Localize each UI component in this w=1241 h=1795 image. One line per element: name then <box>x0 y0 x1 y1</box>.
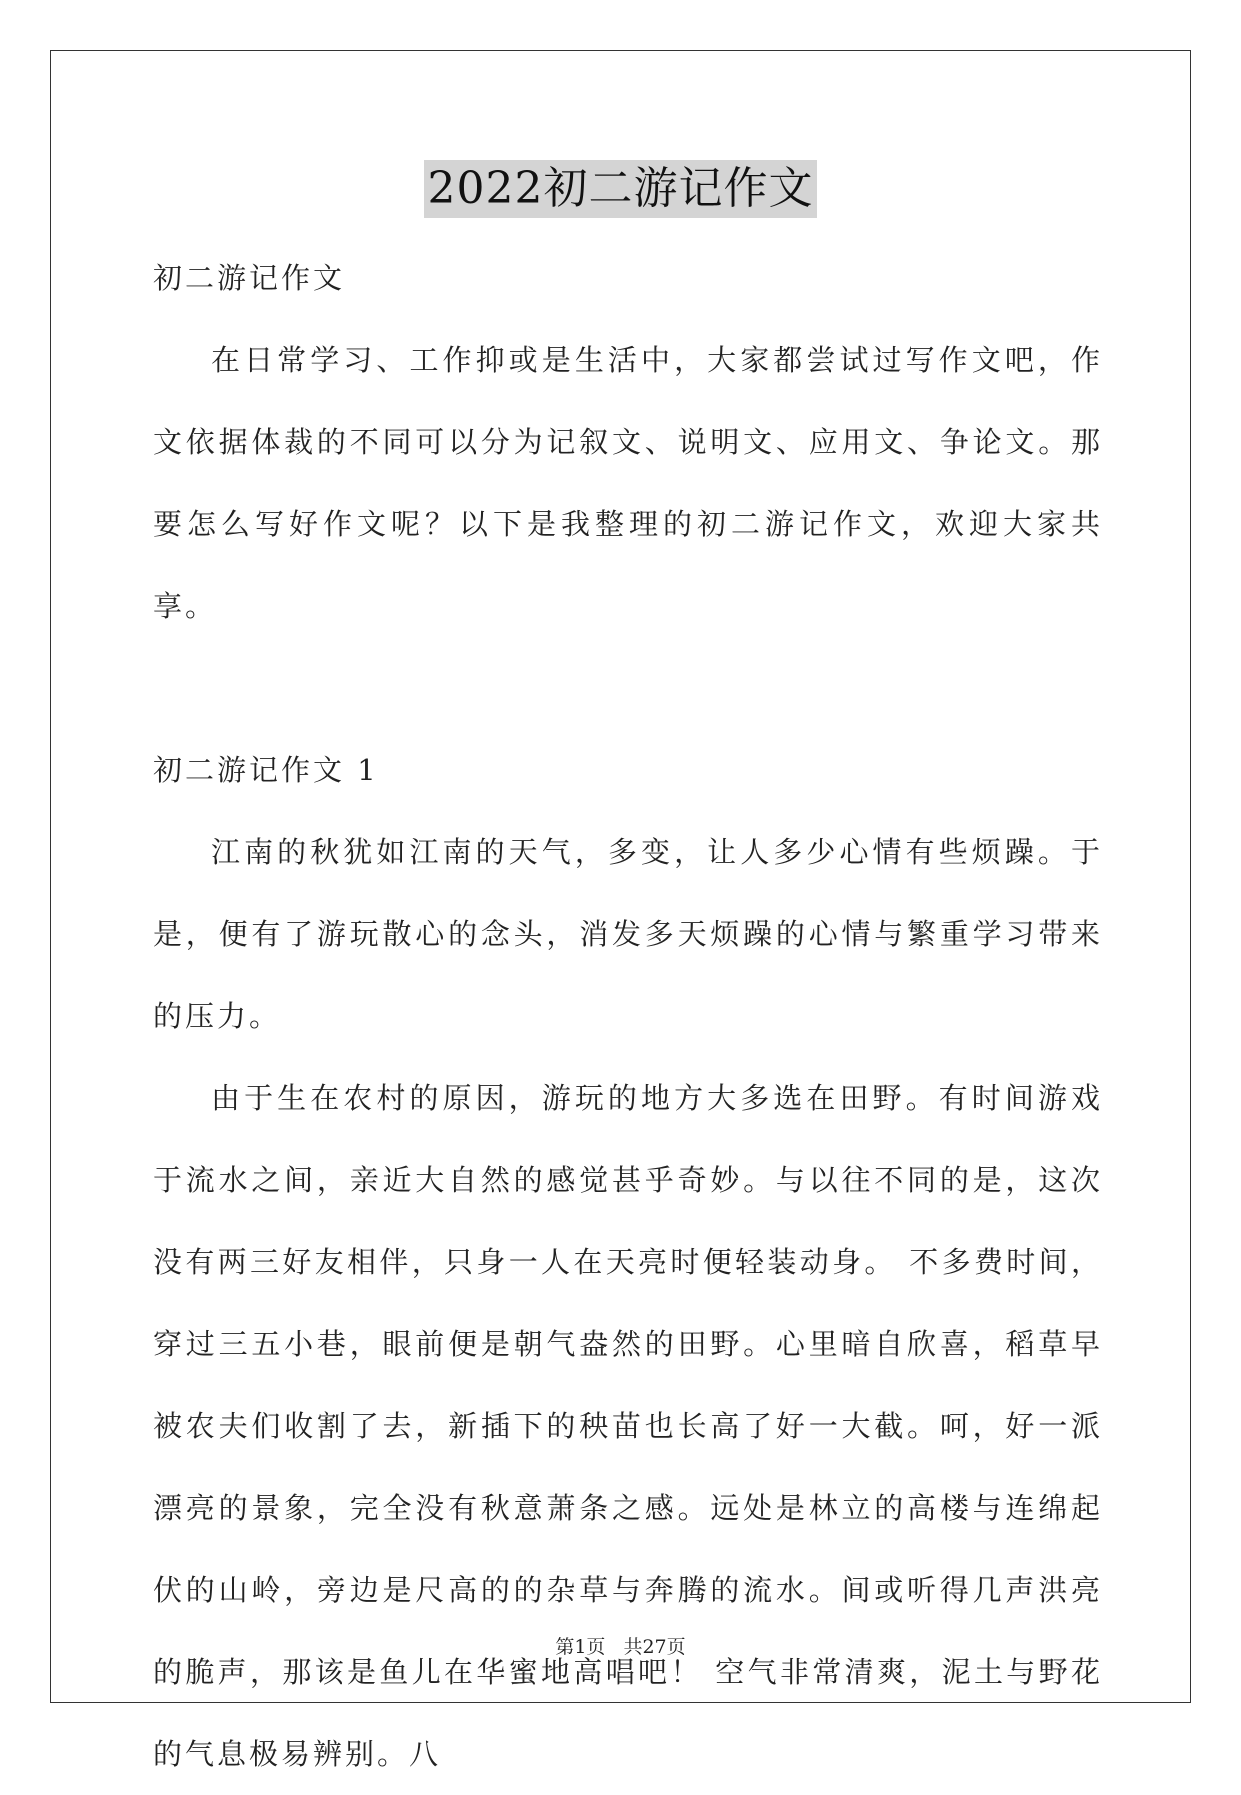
page-number-total: 共27页 <box>623 1636 686 1658</box>
page-footer <box>0 1632 1241 1659</box>
document-subtitle: 初二游记作文 <box>153 261 346 295</box>
section-heading: 初二游记作文 1 <box>153 753 379 787</box>
body-paragraph-2: 由于生在农村的原因，游玩的地方大多选在田野。有时间游戏于流水之间，亲近大自然的感觉甚乎奇妙。与以往不同的是，这次没有两三好友相伴，只身一人在天亮时便轻装动身。 不多费时间，穿过三五小巷，眼前便是朝气盎然的田野。心里暗自欣喜，稻草早被农夫们收割了去，新插下的秧苗也长高了好一大截。呵，好一派漂亮的景象，完全没有秋意萧条之感。远处是林立的高楼与连绵起伏的山岭，旁边是尺高的的杂草与奔腾的流水。间或听得几声洪亮的脆声，那该是鱼儿在华蜜地高唱吧！ 空气非常清爽，泥土与野花的气息极易辨别。八 <box>153 1081 1103 1771</box>
intro-paragraph: 在日常学习、工作抑或是生活中，大家都尝试过写作文吧，作文依据体裁的不同可以分为记叙文、说明文、应用文、争论文。那要怎么写好作文呢？以下是我整理的初二游记作文，欢迎大家共享。 <box>153 343 1103 623</box>
blank-line <box>153 647 1103 729</box>
body-paragraph-1: 江南的秋犹如江南的天气，多变，让人多少心情有些烦躁。于是，便有了游玩散心的念头，消发多天烦躁的心情与繁重学习带来的压力。 <box>153 835 1103 1033</box>
title-container <box>0 160 1241 218</box>
document-body <box>153 237 1103 1795</box>
page-number-current: 第1页 <box>555 1636 606 1658</box>
document-title: 2022初二游记作文 <box>424 160 818 218</box>
